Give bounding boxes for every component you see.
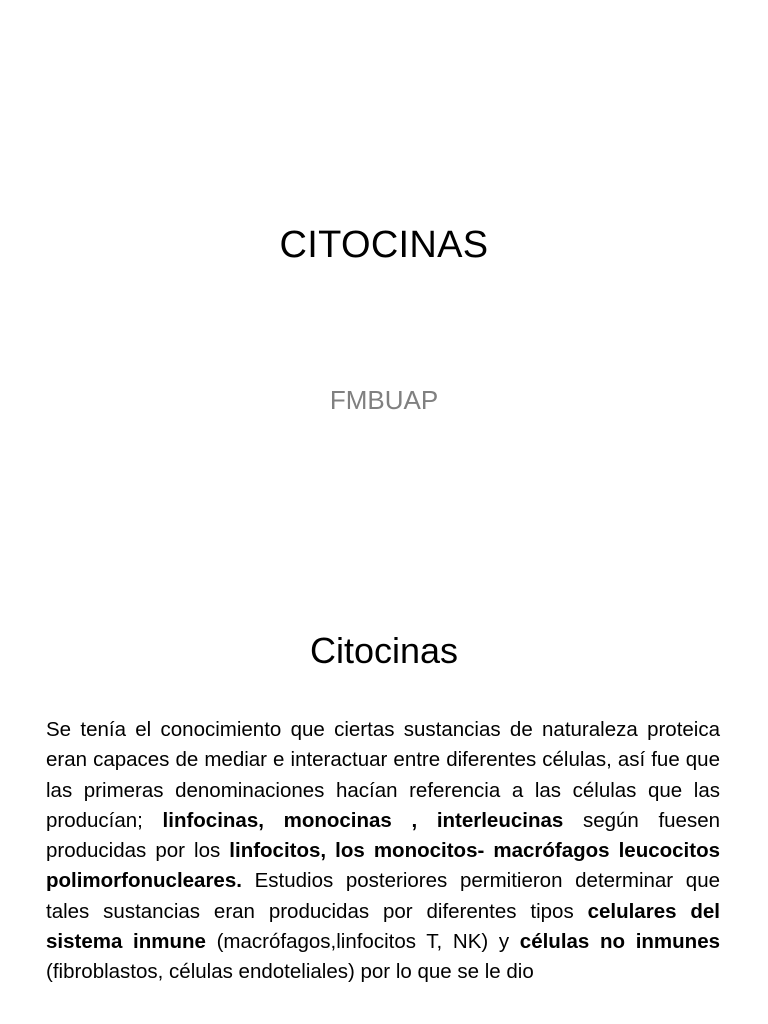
- paragraph-run-bold: linfocitos, los monocitos- macrófagos leucocitos polimorfonucleares.: [46, 839, 720, 893]
- slide-title: CITOCINAS: [279, 224, 489, 266]
- paragraph-run-bold: linfocinas, monocinas , interleucinas: [162, 808, 564, 832]
- paragraph-run-bold: celulares del sistema inmune: [46, 899, 720, 954]
- paragraph-run: (fibroblastos, células endoteliales) por lo que se le dio: [46, 960, 534, 984]
- paragraph-run: Estudios posteriores permitieron determinar que tales sustancias eran producidas por diferentes tipos: [46, 869, 720, 923]
- slide-subtitle: FMBUAP: [329, 385, 439, 415]
- content-slide-title: Citocinas: [309, 630, 459, 671]
- paragraph-run: según fuesen producidas por los: [46, 808, 721, 863]
- content-slide: [0, 576, 768, 1024]
- paragraph-run-bold: células no inmunes: [519, 930, 720, 954]
- paragraph-run: Se tenía el conocimiento que ciertas sustancias de naturaleza proteica eran capaces de mediar e interactuar entre diferentes células, así fue que las primeras denominaciones hacían referencia a las células que las producían;: [46, 718, 720, 832]
- paragraph-run: (macrófagos,linfocitos T, NK) y: [205, 930, 520, 954]
- content-paragraph: [46, 715, 720, 988]
